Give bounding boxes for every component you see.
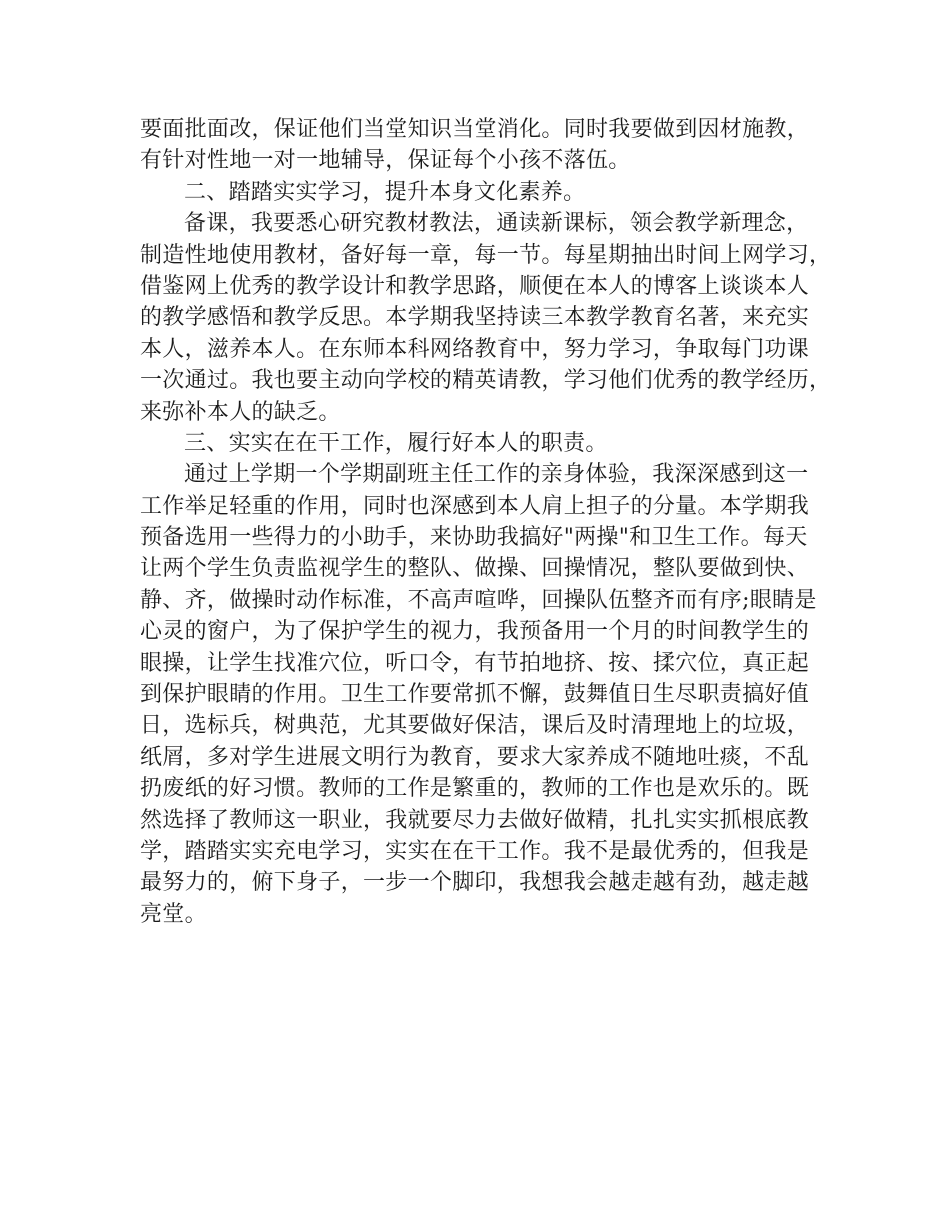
text-line: 到保护眼睛的作用。卫生工作要常抓不懈，鼓舞值日生尽职责搞好值 bbox=[140, 682, 810, 708]
text-line: 静、齐，做操时动作标准，不高声喧哗，回操队伍整齐而有序;眼睛是 bbox=[140, 587, 817, 613]
text-line: 让两个学生负责监视学生的整队、做操、回操情况，整队要做到快、 bbox=[140, 556, 810, 582]
text-line: 来弥补本人的缺乏。 bbox=[140, 399, 341, 425]
text-line: 本人，滋养本人。在东师本科网络教育中，努力学习，争取每门功课 bbox=[140, 336, 810, 362]
text-line: 借鉴网上优秀的教学设计和教学思路，顺便在本人的博客上谈谈本人 bbox=[140, 273, 810, 299]
text-line: 工作举足轻重的作用，同时也深感到本人肩上担子的分量。本学期我 bbox=[140, 493, 810, 519]
text-line: 扔废纸的好习惯。教师的工作是繁重的，教师的工作也是欢乐的。既 bbox=[140, 776, 810, 802]
text-line: 眼操，让学生找准穴位，听口令，有节拍地挤、按、揉穴位，真正起 bbox=[140, 650, 810, 676]
section-heading-2: 二、踏踏实实学习，提升本身文化素养。 bbox=[184, 179, 586, 205]
text-line: 心灵的窗户，为了保护学生的视力，我预备用一个月的时间教学生的 bbox=[140, 619, 810, 645]
text-line: 要面批面改，保证他们当堂知识当堂消化。同时我要做到因材施教， bbox=[140, 117, 810, 142]
text-line: 一次通过。我也要主动向学校的精英请教，学习他们优秀的教学经历， bbox=[140, 368, 832, 394]
text-line: 日，选标兵，树典范，尤其要做好保洁，课后及时清理地上的垃圾， bbox=[140, 713, 810, 739]
text-line: 的教学感悟和教学反思。本学期我坚持读三本教学教育名著，来充实 bbox=[140, 305, 810, 331]
text-line: 纸屑，多对学生进展文明行为教育，要求大家养成不随地吐痰，不乱 bbox=[140, 744, 810, 770]
text-line: 制造性地使用教材，备好每一章，每一节。每星期抽出时间上网学习， bbox=[140, 242, 832, 268]
body-text bbox=[140, 114, 830, 930]
text-line: 通过上学期一个学期副班主任工作的亲身体验，我深深感到这一 bbox=[184, 462, 809, 488]
text-line: 学，踏踏实实充电学习，实实在在干工作。我不是最优秀的，但我是 bbox=[140, 838, 810, 864]
text-line: 预备选用一些得力的小助手，来协助我搞好"两操"和卫生工作。每天 bbox=[140, 525, 808, 551]
text-line: 然选择了教师这一职业，我就要尽力去做好做精，扎扎实实抓根底教 bbox=[140, 807, 810, 833]
text-line: 最努力的，俯下身子，一步一个脚印，我想我会越走越有劲，越走越 bbox=[140, 870, 810, 896]
text-line: 有针对性地一对一地辅导，保证每个小孩不落伍。 bbox=[140, 148, 631, 174]
text-line: 亮堂。 bbox=[140, 901, 207, 927]
section-heading-3: 三、实实在在干工作，履行好本人的职责。 bbox=[184, 430, 608, 456]
text-line: 备课，我要悉心研究教材教法，通读新课标，领会教学新理念， bbox=[184, 211, 809, 237]
